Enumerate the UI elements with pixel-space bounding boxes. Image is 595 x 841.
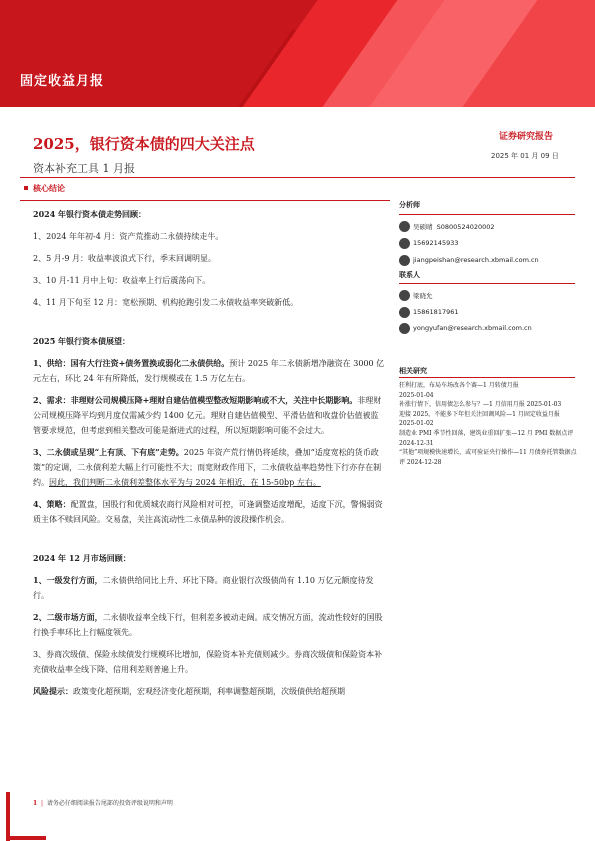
core-conclusion-label: 核心结论	[33, 183, 65, 193]
report-date: 2025 年 01 月 09 日	[491, 152, 559, 160]
outlook-lead: 4、策略：	[33, 499, 71, 509]
analyst-name: 吴硕晴	[413, 223, 433, 231]
outlook-heading: 2025 年银行资本债展望：	[33, 336, 131, 346]
market-paragraph-1	[33, 573, 386, 603]
related-item[interactable]: 迎接 2025，不能多下年但关注回调风险—1 月固定收益月报 2025-01-02	[399, 410, 560, 428]
footer-accent	[6, 792, 10, 841]
page-title: 2025，银行资本债的四大关注点	[33, 135, 255, 153]
person-icon	[399, 290, 410, 301]
person-icon	[399, 221, 410, 232]
outlook-conclusion: 因此，我们判断二永债利差整体水平为与 2024 年相近，在 15-50bp 左右。	[49, 478, 321, 487]
outlook-paragraph-4	[33, 497, 386, 527]
footer-disclaimer: 请务必仔细阅读报告尾部的投资评级说明和声明	[46, 800, 173, 807]
bullet-icon	[24, 186, 28, 190]
related-research-list	[399, 381, 579, 467]
outlook-paragraph-1	[33, 356, 386, 386]
analyst-phone: 15692145933	[413, 239, 459, 247]
review-item: 2、5 月-9 月：收益率波浪式下行，季末回调明显。	[33, 254, 217, 263]
phone-icon	[399, 307, 410, 318]
outlook-paragraph-3	[33, 445, 386, 490]
analyst-cert: S0800524020002	[436, 223, 495, 231]
report-type: 证券研究报告	[499, 132, 554, 142]
page-number: 1	[33, 800, 38, 807]
risk-text: 政策变化超预期，宏观经济变化超预期，利率调整超预期，次级债供给超预期	[73, 687, 345, 696]
phone-icon	[399, 238, 410, 249]
market-text: 二永债供给同比上升、环比下降。商业银行次级债尚有 1.10 万亿元额度待发行。	[33, 576, 374, 600]
page-subtitle: 资本补充工具 1 月报	[33, 162, 135, 175]
market-text: 二永债收益率全线下行，但利差多被动走阔。成交情况方面，流动性较好的国股行换手率环比上行幅度领先。	[33, 613, 383, 637]
market-heading: 2024 年 12 月市场回顾：	[33, 553, 131, 563]
related-item[interactable]: “其他”项规模快速增长，或可验证央行操作—11 月债券托管数据点评 2024-12-28	[399, 449, 577, 466]
outlook-text: 配置盘，国股行和优质城农商行风险相对可控，可逢调整适度增配，适度下沉，警惕弱资质主体不赎回风险。交易盘，关注高流动性二永债品种的波段操作机会。	[33, 500, 383, 524]
contact-name: 梁晓允	[413, 292, 433, 300]
outlook-text: 非理财公司规模压降平均到月度仅需减少约 1400 亿元。理财自建估值模型、平滑估值和收盘价估值被监管要求规范，但考虑到相关整改可能是渐进式的过程，所以短期影响可能不会过大。	[33, 396, 382, 435]
related-item[interactable]: 2025-01-04	[399, 391, 434, 399]
sidebar-divider	[399, 377, 575, 378]
market-lead: 1、一级发行方面，	[33, 575, 103, 585]
sidebar-divider	[399, 214, 575, 215]
review-heading: 2024 年银行资本债走势回顾：	[33, 209, 147, 219]
footer-accent	[6, 836, 46, 840]
sidebar-divider	[399, 283, 575, 284]
analyst-email[interactable]: jiangpeishan@research.xbmail.com.cn	[413, 256, 539, 264]
footer: 1 | 请务必仔细阅读报告尾部的投资评级说明和声明	[33, 800, 173, 807]
market-paragraph-2	[33, 610, 386, 640]
contact-phone: 15861817961	[413, 308, 459, 316]
report-category: 固定收益月报	[20, 74, 105, 89]
risk-label: 风险提示：	[33, 686, 73, 696]
review-item: 1、2024 年年初-4 月：资产荒推动二永债持续走牛。	[33, 232, 224, 241]
market-lead: 2、二级市场方面，	[33, 612, 103, 622]
outlook-lead: 3、二永债或呈现“上有顶、下有底”走势。	[33, 447, 184, 457]
review-item: 3、10 月-11 月中上旬：收益率上行后震荡向下。	[33, 276, 211, 285]
email-icon	[399, 255, 410, 266]
main-content	[33, 207, 386, 699]
related-item[interactable]: 狂利打底，布局车场改各个赛—1 月转债月报	[399, 382, 519, 389]
contact-email[interactable]: yongyufan@research.xbmail.com.cn	[413, 324, 532, 332]
outlook-lead: 2、需求：非理财公司规模压降+理财自建估值模型整改短期影响或不大，关注中长期影响。	[33, 395, 358, 405]
related-item[interactable]: 制造业 PMI 季节性回落，建筑业重回扩张—12 月 PMI 数据点评 2024-12-31	[399, 429, 574, 447]
title-divider	[20, 177, 575, 178]
outlook-lead: 1、供给：国有大行注资+债务置换或弱化二永债供给。	[33, 358, 230, 368]
related-item[interactable]: 补涨行情下，信用债怎么参与？—1 月信用月报 2025-01-03	[399, 401, 562, 409]
header-banner	[0, 0, 595, 107]
risk-warning	[33, 684, 386, 699]
outlook-text: 2025 年资产荒行情仍将延续，叠加“适度宽松的货币政策”的定调，二永债利差大幅上行可能性不大；而宽财政作用下，二永债收益率趋势性下行亦存在制约。	[33, 448, 382, 487]
section-divider	[20, 200, 390, 201]
market-paragraph-3: 3、券商次级债、保险永续债发行规模环比增加，保险资本补充债则减少。券商次级债和保险资本补充债收益率全线下降、信用利差则普遍上升。	[33, 650, 383, 674]
review-item: 4、11 月下旬至 12 月：宽松预期、机构抢跑引发二永债收益率突破新低。	[33, 298, 299, 307]
email-icon	[399, 323, 410, 334]
outlook-paragraph-2	[33, 393, 386, 438]
outlook-text: 预计 2025 年二永债新增净融资在 3000 亿元左右，环比 24 年有所降低，发行规模或在 1.5 万亿左右。	[33, 359, 385, 383]
